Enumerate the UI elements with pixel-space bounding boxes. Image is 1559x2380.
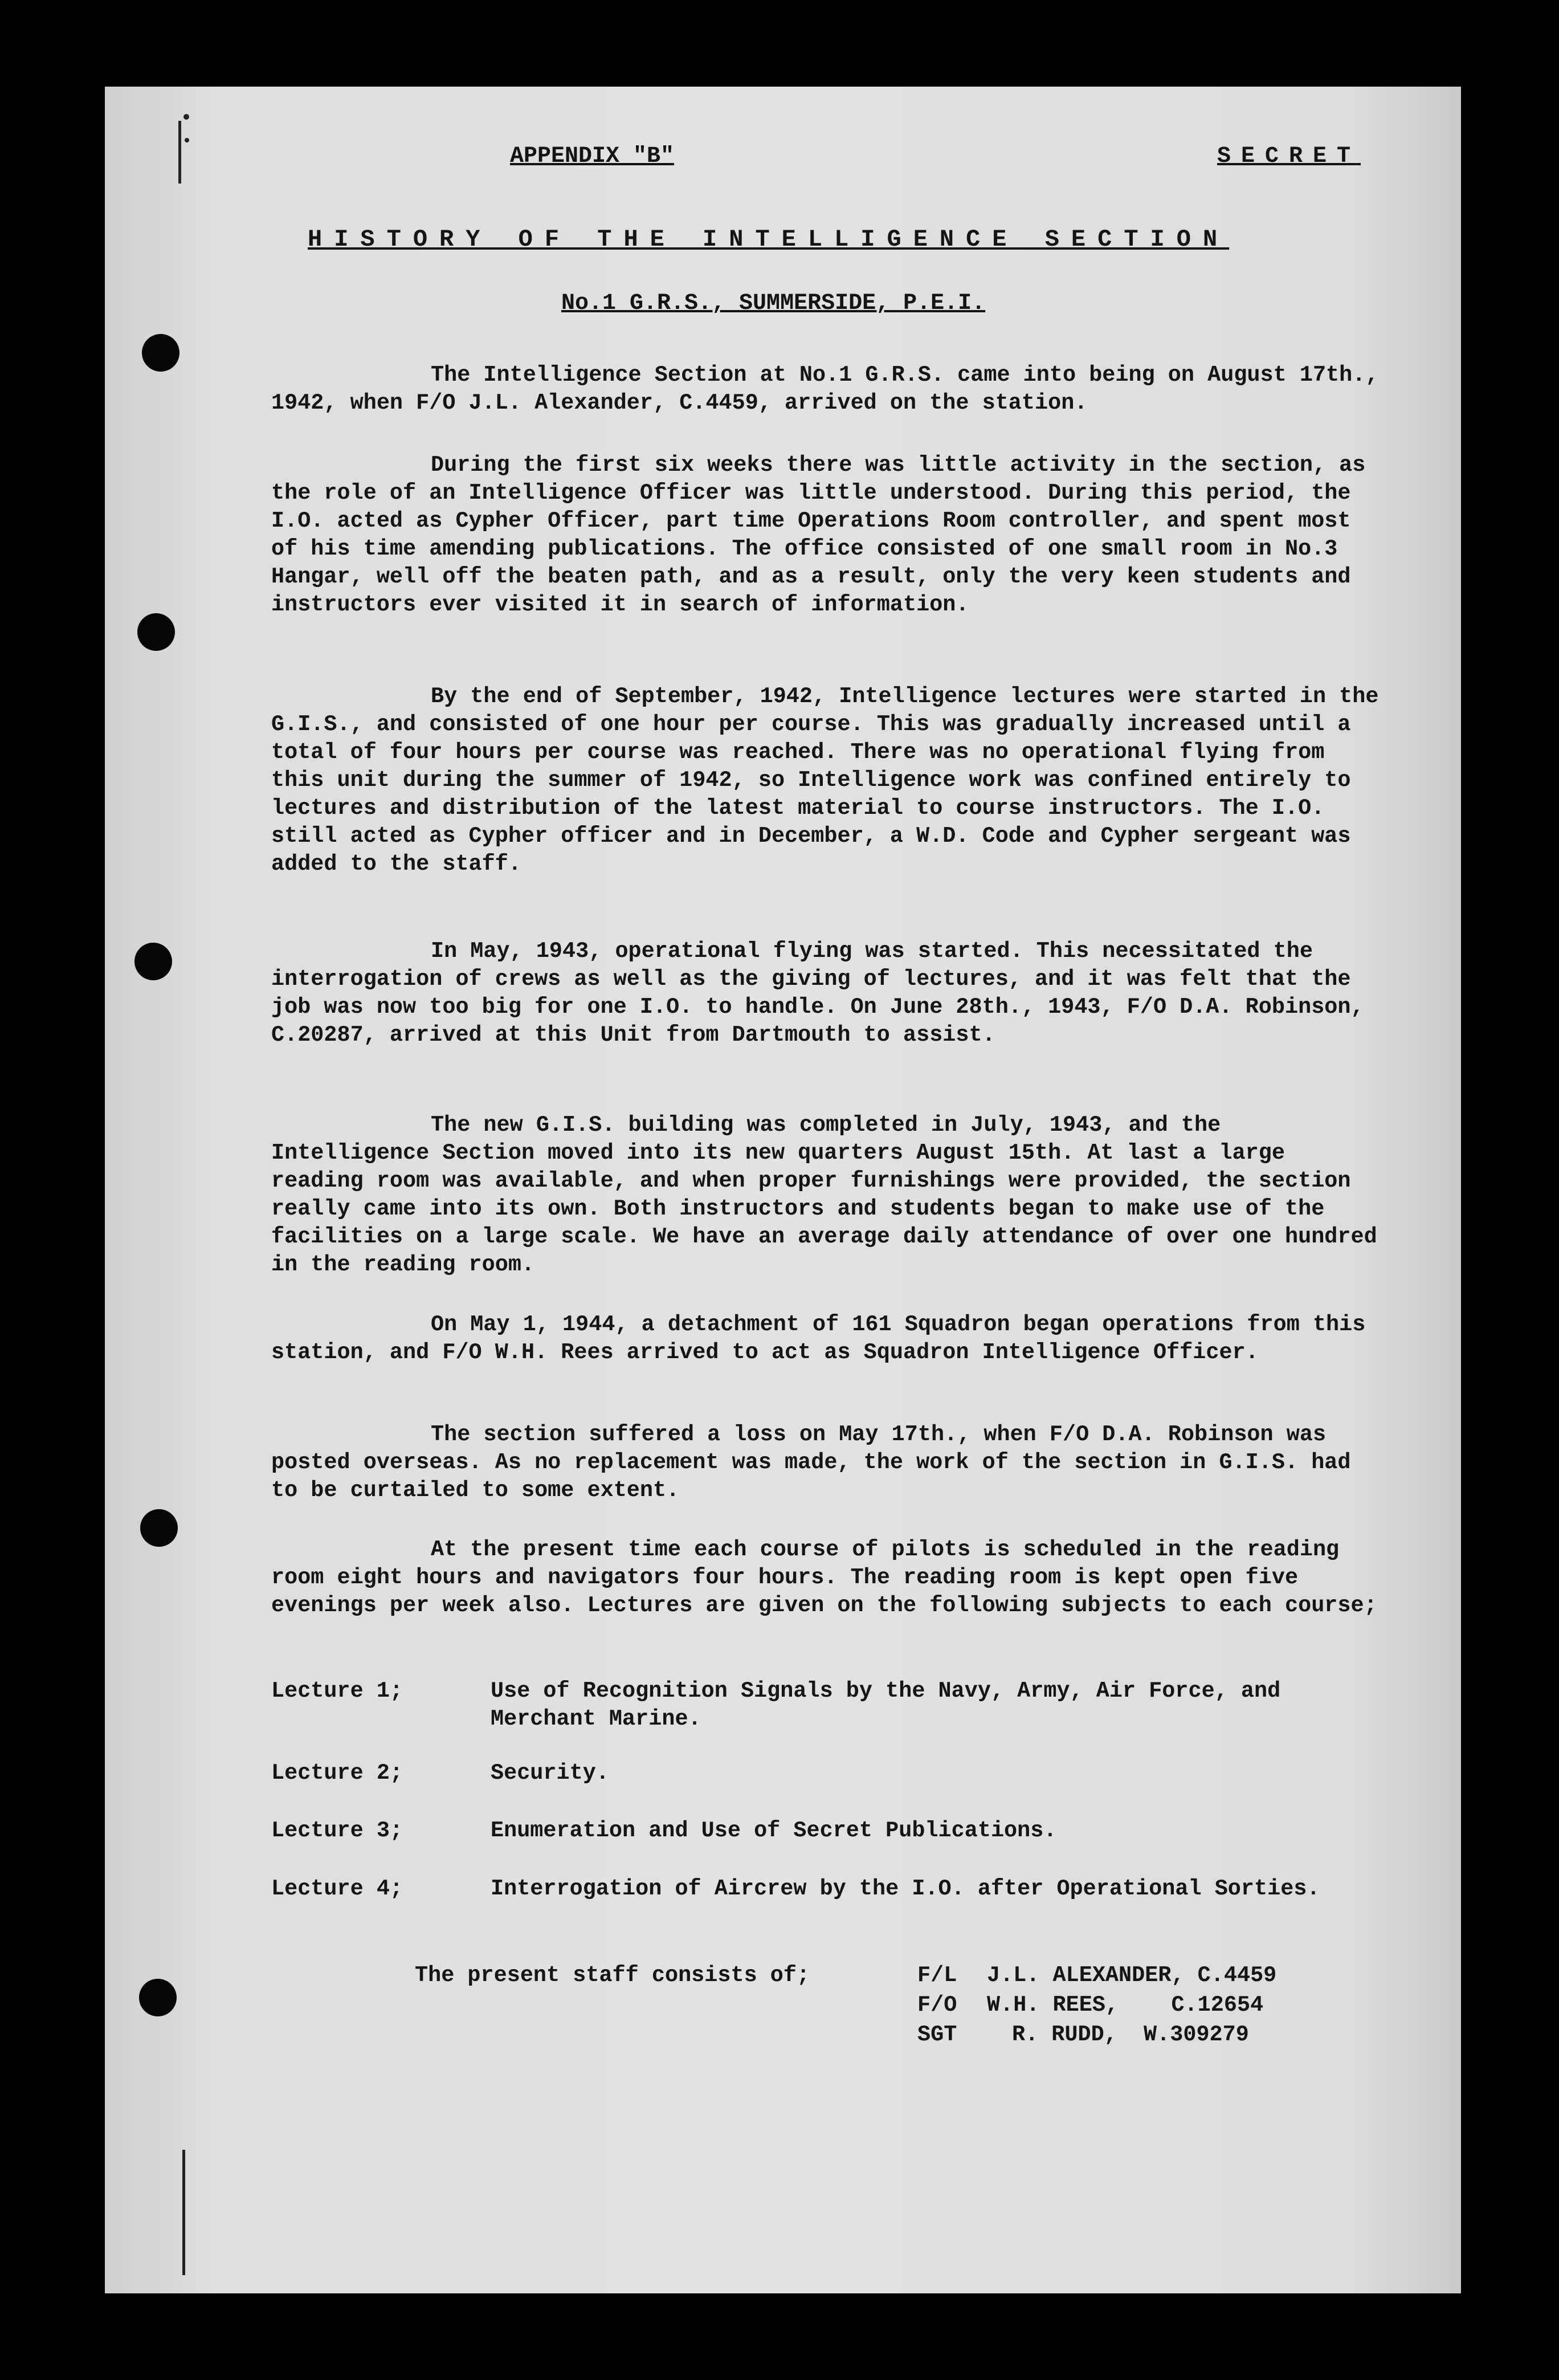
punch-hole	[134, 943, 172, 980]
punch-hole	[137, 613, 175, 651]
paragraph: During the first six weeks there was little activity in the section, as the role of an Intelligence Officer was little understood. During this period, the I.O. acted as Cypher Officer, part time Operations Room controller, and spent most of his time amending publications. The office consisted of one small room in No.3 Hangar, well off the beaten path, and as a result, only the very keen students and instructors ever visited it in search of information.	[271, 453, 1366, 617]
lecture-text: Interrogation of Aircrew by the I.O. after Operational Sorties.	[491, 1876, 1320, 1901]
staff-intro: The present staff consists of;	[415, 1963, 810, 1988]
lecture-text: Use of Recognition Signals by the Navy, Army, Air Force, and Merchant Marine.	[491, 1678, 1281, 1731]
staff-rank: F/L	[917, 1963, 957, 1988]
appendix-label: APPENDIX "B"	[510, 144, 675, 169]
punch-hole	[140, 1509, 178, 1547]
paragraph: In May, 1943, operational flying was started. This necessitated the interrogation of crews as well as the giving of lectures, and it was felt that the job was now too big for one I.O. to handle. On June 28th., 1943, F/O D.A. Robinson, C.20287, arrived at this Unit from Dartmouth to assist.	[271, 939, 1364, 1048]
punch-hole	[142, 334, 179, 372]
classification-label: SECRET	[1217, 144, 1361, 169]
margin-mark	[178, 121, 181, 184]
paragraph: At the present time each course of pilots is scheduled in the reading room eight hours and navigators four hours. The reading room is kept open five evenings per week also. Lectures are given on the following subjects to each course;	[271, 1537, 1377, 1618]
punch-hole	[139, 1979, 177, 2016]
paragraph: On May 1, 1944, a detachment of 161 Squadron began operations from this station, and F/O W.H. Rees arrived to act as Squadron Intelligence Officer.	[271, 1312, 1366, 1365]
staff-entry: R. RUDD, W.309279	[1012, 2022, 1249, 2047]
document-title: HISTORY OF THE INTELLIGENCE SECTION	[308, 226, 1230, 253]
paragraph: By the end of September, 1942, Intelligence lectures were started in the G.I.S., and consisted of one hour per course. This was gradually increased until a total of four hours per course was reached. There was no operational flying from this unit during the summer of 1942, so Intelligence work was confined entirely to lectures and distribution of the latest material to course instructors. The I.O. still acted as Cypher officer and in December, a W.D. Code and Cypher sergeant was added to the staff.	[271, 684, 1379, 877]
staff-entry: J.L. ALEXANDER, C.4459	[987, 1963, 1277, 1988]
margin-mark	[185, 138, 189, 142]
lecture-label: Lecture 1;	[271, 1678, 403, 1704]
lecture-text: Security.	[491, 1760, 609, 1786]
staff-rank: SGT	[917, 2022, 957, 2047]
margin-mark	[182, 2150, 185, 2275]
staff-entry: W.H. REES, C.12654	[987, 1992, 1264, 2018]
lecture-label: Lecture 2;	[271, 1760, 403, 1786]
document-subtitle: No.1 G.R.S., SUMMERSIDE, P.E.I.	[561, 291, 986, 316]
lecture-label: Lecture 4;	[271, 1876, 403, 1901]
lecture-text: Enumeration and Use of Secret Publications.	[491, 1818, 1057, 1843]
lecture-label: Lecture 3;	[271, 1818, 403, 1843]
paragraph: The new G.I.S. building was completed in July, 1943, and the Intelligence Section moved into its new quarters August 15th. At last a large reading room was available, and when proper furnishings were provided, the section really came into its own. Both instructors and students began to make use of the facilities on a large scale. We have an average daily attendance of over one hundred in the reading room.	[271, 1112, 1377, 1277]
margin-mark	[183, 114, 189, 120]
paragraph: The section suffered a loss on May 17th., when F/O D.A. Robinson was posted overseas. As no replacement was made, the work of the section in G.I.S. had to be curtailed to some extent.	[271, 1422, 1351, 1503]
paragraph: The Intelligence Section at No.1 G.R.S. came into being on August 17th., 1942, when F/O J.L. Alexander, C.4459, arrived on the station.	[271, 362, 1379, 415]
staff-rank: F/O	[917, 1992, 957, 2018]
